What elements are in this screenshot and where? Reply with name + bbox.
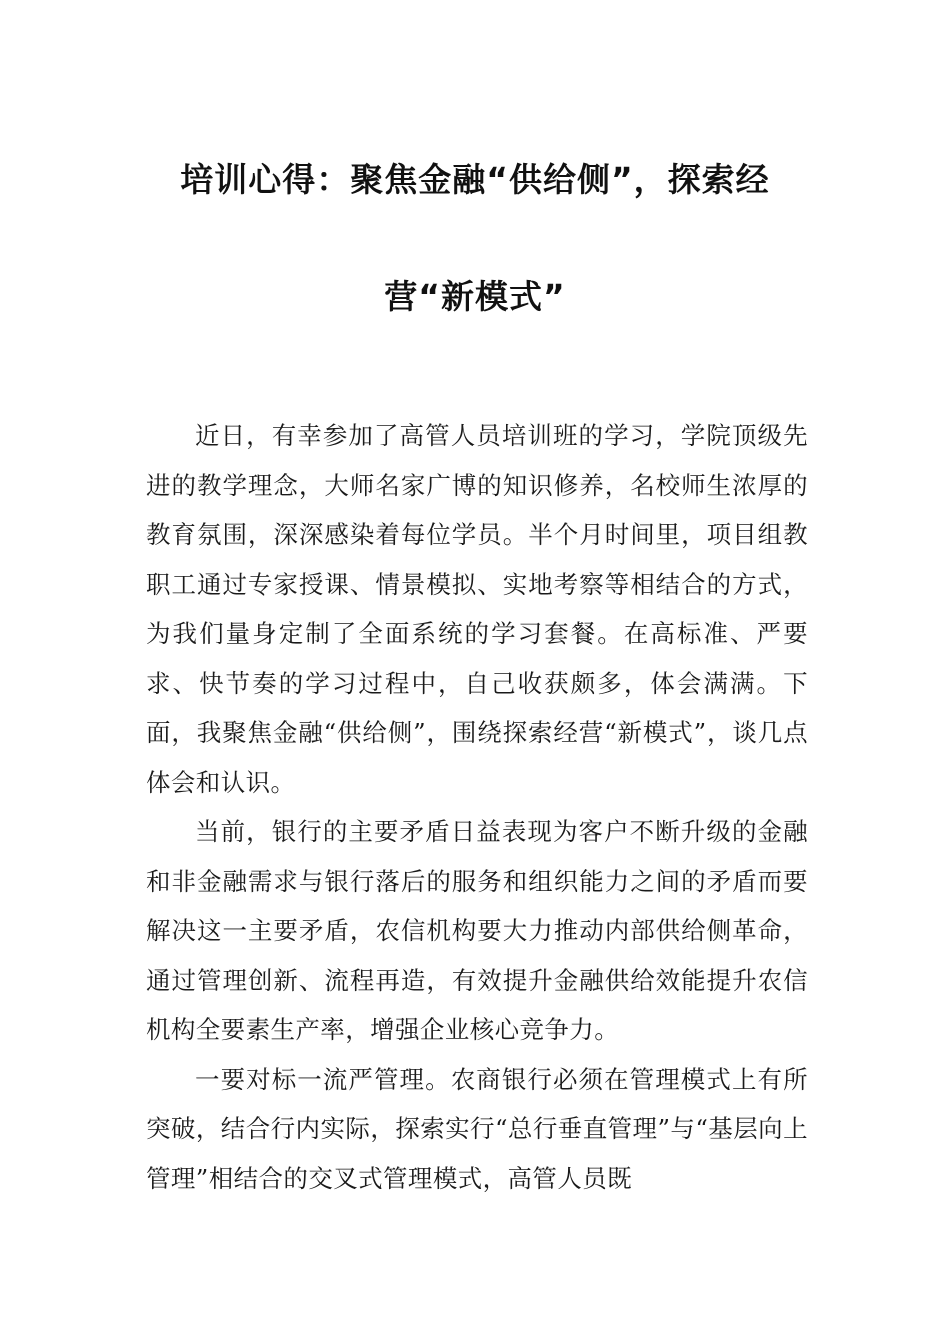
document-title-line-2: 营“新模式” (384, 277, 566, 316)
paragraph-management: 一要对标一流严管理。农商银行必须在管理模式上有所突破，结合行内实际，探索实行“总行垂直管理”与“基层向上管理”相结合的交叉式管理模式，高管人员既 (146, 1064, 808, 1193)
document-body (146, 411, 808, 1203)
paragraph-intro: 近日，有幸参加了高管人员培训班的学习，学院顶级先进的教学理念，大师名家广博的知识修养，名校师生浓厚的教育氛围，深深感染着每位学员。半个月时间里，项目组教职工通过专家授课、情景模拟、实地考察等相结合的方式，为我们量身定制了全面系统的学习套餐。在高标准、严要求、快节奏的学习过程中，自己收获颇多，体会满满。下面，我聚焦金融“供给侧”，围绕探索经营“新模式”，谈几点体会和认识。 (146, 421, 808, 797)
document-title-line-1: 培训心得：聚焦金融“供给侧”，探索经 (180, 160, 770, 199)
paragraph-current-situation: 当前，银行的主要矛盾日益表现为客户不断升级的金融和非金融需求与银行落后的服务和组织能力之间的矛盾而要解决这一主要矛盾，农信机构要大力推动内部供给侧革命，通过管理创新、流程再造，有效提升金融供给效能提升农信机构全要素生产率，增强企业核心竞争力。 (146, 817, 808, 1044)
